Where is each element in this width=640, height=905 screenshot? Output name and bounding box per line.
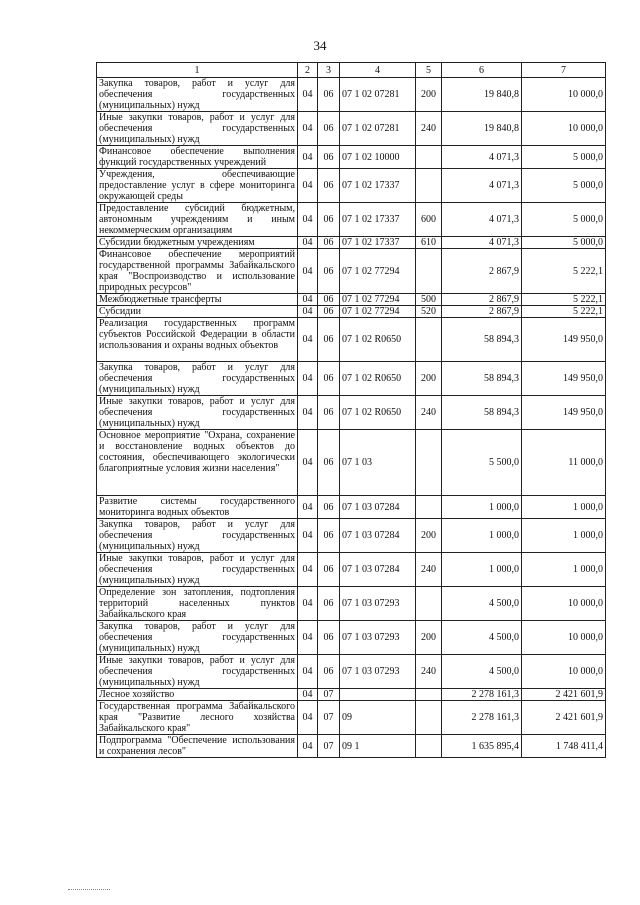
row-name-cell: Иные закупки товаров, работ и услуг для обеспечения государственных (муниципальных) нужд (97, 655, 298, 689)
table-row (97, 249, 606, 294)
header-row (97, 63, 606, 78)
row-value-cell: 2 867,9 (442, 306, 522, 318)
row-value-cell: 1 000,0 (522, 519, 606, 553)
row-value-cell: 07 (318, 689, 340, 701)
row-value-cell: 04 (298, 249, 318, 294)
row-value-cell: 07 1 02 10000 (340, 146, 416, 169)
row-name-cell: Межбюджетные трансферты (97, 294, 298, 306)
row-value-cell: 5 500,0 (442, 430, 522, 496)
row-value-cell: 10 000,0 (522, 587, 606, 621)
row-value-cell: 520 (416, 306, 442, 318)
row-name-cell: Реализация государственных программ субъектов Российской Федерации в области использования и охраны водных объектов (97, 318, 298, 362)
row-value-cell (416, 249, 442, 294)
column-header: 6 (442, 63, 522, 78)
row-value-cell: 07 1 03 07284 (340, 519, 416, 553)
row-value-cell: 07 1 02 R0650 (340, 318, 416, 362)
row-value-cell: 240 (416, 553, 442, 587)
row-value-cell: 4 500,0 (442, 621, 522, 655)
row-value-cell: 19 840,8 (442, 78, 522, 112)
row-value-cell: 149 950,0 (522, 396, 606, 430)
row-value-cell: 58 894,3 (442, 396, 522, 430)
row-value-cell: 04 (298, 146, 318, 169)
row-value-cell: 2 867,9 (442, 249, 522, 294)
row-value-cell: 06 (318, 237, 340, 249)
row-value-cell: 06 (318, 294, 340, 306)
row-value-cell: 06 (318, 621, 340, 655)
row-value-cell: 04 (298, 78, 318, 112)
row-value-cell: 2 421 601,9 (522, 701, 606, 735)
row-value-cell: 1 000,0 (522, 553, 606, 587)
column-header: 4 (340, 63, 416, 78)
row-value-cell: 10 000,0 (522, 78, 606, 112)
row-value-cell: 04 (298, 306, 318, 318)
row-value-cell: 5 000,0 (522, 203, 606, 237)
column-header: 1 (97, 63, 298, 78)
row-name-cell: Развитие системы государственного мониторинга водных объектов (97, 496, 298, 519)
row-value-cell: 06 (318, 78, 340, 112)
row-value-cell: 07 1 02 17337 (340, 169, 416, 203)
row-value-cell: 5 000,0 (522, 237, 606, 249)
row-value-cell: 07 1 02 R0650 (340, 362, 416, 396)
row-name-cell: Субсидии (97, 306, 298, 318)
row-value-cell (340, 689, 416, 701)
row-name-cell: Закупка товаров, работ и услуг для обеспечения государственных (муниципальных) нужд (97, 78, 298, 112)
row-value-cell: 07 1 03 07293 (340, 587, 416, 621)
table-row (97, 587, 606, 621)
row-value-cell: 04 (298, 430, 318, 496)
row-value-cell: 2 278 161,3 (442, 689, 522, 701)
row-value-cell: 04 (298, 362, 318, 396)
table-row (97, 362, 606, 396)
budget-table (96, 62, 606, 758)
row-value-cell: 07 1 03 07293 (340, 655, 416, 689)
row-value-cell: 06 (318, 587, 340, 621)
row-name-cell: Подпрограмма "Обеспечение использования и сохранения лесов" (97, 735, 298, 758)
row-name-cell: Иные закупки товаров, работ и услуг для обеспечения государственных (муниципальных) нужд (97, 396, 298, 430)
table-row (97, 701, 606, 735)
row-value-cell: 04 (298, 621, 318, 655)
row-name-cell: Определение зон затопления, подтопления территорий населенных пунктов Забайкальского края (97, 587, 298, 621)
table-row (97, 396, 606, 430)
row-value-cell: 600 (416, 203, 442, 237)
row-value-cell: 09 (340, 701, 416, 735)
row-name-cell: Закупка товаров, работ и услуг для обеспечения государственных (муниципальных) нужд (97, 362, 298, 396)
row-value-cell: 04 (298, 553, 318, 587)
table-row (97, 78, 606, 112)
row-value-cell: 04 (298, 689, 318, 701)
row-value-cell: 2 421 601,9 (522, 689, 606, 701)
table-row (97, 169, 606, 203)
table-row (97, 553, 606, 587)
row-value-cell: 06 (318, 306, 340, 318)
row-value-cell (416, 318, 442, 362)
row-value-cell: 04 (298, 496, 318, 519)
column-header: 2 (298, 63, 318, 78)
table-row (97, 430, 606, 496)
table-row (97, 735, 606, 758)
scan-artifact-line (68, 889, 110, 891)
table-row (97, 306, 606, 318)
row-value-cell: 06 (318, 203, 340, 237)
row-value-cell: 200 (416, 78, 442, 112)
table-row (97, 203, 606, 237)
row-value-cell: 07 1 02 07281 (340, 112, 416, 146)
row-value-cell: 06 (318, 430, 340, 496)
row-value-cell: 07 1 02 17337 (340, 237, 416, 249)
row-value-cell: 1 635 895,4 (442, 735, 522, 758)
row-value-cell (416, 735, 442, 758)
row-value-cell: 2 278 161,3 (442, 701, 522, 735)
row-value-cell: 4 071,3 (442, 237, 522, 249)
table-row (97, 689, 606, 701)
row-value-cell: 06 (318, 249, 340, 294)
row-value-cell: 06 (318, 362, 340, 396)
row-name-cell: Закупка товаров, работ и услуг для обеспечения государственных (муниципальных) нужд (97, 621, 298, 655)
row-value-cell: 07 1 03 07284 (340, 496, 416, 519)
row-value-cell: 200 (416, 621, 442, 655)
row-value-cell: 5 000,0 (522, 169, 606, 203)
row-value-cell: 06 (318, 169, 340, 203)
table-row (97, 496, 606, 519)
row-value-cell: 149 950,0 (522, 318, 606, 362)
row-value-cell: 200 (416, 362, 442, 396)
row-name-cell: Основное мероприятие "Охрана, сохранение и восстановление водных объектов до состояния, обеспечивающего экологически благоприятные условия жизни населения" (97, 430, 298, 496)
row-value-cell (416, 169, 442, 203)
table-row (97, 294, 606, 306)
row-value-cell: 04 (298, 735, 318, 758)
row-value-cell: 04 (298, 587, 318, 621)
row-name-cell: Лесное хозяйство (97, 689, 298, 701)
column-header: 5 (416, 63, 442, 78)
row-value-cell: 5 222,1 (522, 306, 606, 318)
row-value-cell: 10 000,0 (522, 112, 606, 146)
row-value-cell: 1 748 411,4 (522, 735, 606, 758)
row-name-cell: Предоставление субсидий бюджетным, автономным учреждениям и иным некоммерческим организациям (97, 203, 298, 237)
row-value-cell: 04 (298, 237, 318, 249)
table-row (97, 519, 606, 553)
table-row (97, 237, 606, 249)
row-value-cell: 240 (416, 112, 442, 146)
row-value-cell: 4 500,0 (442, 587, 522, 621)
column-header: 7 (522, 63, 606, 78)
table-body (97, 78, 606, 758)
table-row (97, 318, 606, 362)
row-value-cell: 07 1 02 17337 (340, 203, 416, 237)
row-value-cell: 07 1 02 77294 (340, 249, 416, 294)
row-value-cell: 04 (298, 396, 318, 430)
row-value-cell: 04 (298, 655, 318, 689)
row-value-cell: 04 (298, 112, 318, 146)
row-value-cell: 04 (298, 701, 318, 735)
row-value-cell (416, 587, 442, 621)
row-value-cell: 07 1 02 07281 (340, 78, 416, 112)
row-value-cell: 5 222,1 (522, 249, 606, 294)
row-value-cell (416, 496, 442, 519)
row-value-cell: 06 (318, 396, 340, 430)
row-value-cell: 06 (318, 146, 340, 169)
row-value-cell: 07 1 03 07284 (340, 553, 416, 587)
row-value-cell (416, 430, 442, 496)
row-value-cell: 04 (298, 318, 318, 362)
row-name-cell: Финансовое обеспечение мероприятий государственной программы Забайкальского края "Воспроизводство и использование природных ресурсов" (97, 249, 298, 294)
row-value-cell: 06 (318, 655, 340, 689)
row-value-cell: 5 222,1 (522, 294, 606, 306)
row-value-cell: 4 500,0 (442, 655, 522, 689)
row-value-cell (416, 146, 442, 169)
row-value-cell: 5 000,0 (522, 146, 606, 169)
row-value-cell: 19 840,8 (442, 112, 522, 146)
row-value-cell: 200 (416, 519, 442, 553)
row-name-cell: Учреждения, обеспечивающие предоставление услуг в сфере мониторинга окружающей среды (97, 169, 298, 203)
row-value-cell: 240 (416, 396, 442, 430)
row-value-cell: 07 1 03 (340, 430, 416, 496)
row-value-cell: 149 950,0 (522, 362, 606, 396)
row-value-cell: 10 000,0 (522, 655, 606, 689)
row-value-cell: 240 (416, 655, 442, 689)
row-value-cell: 1 000,0 (442, 519, 522, 553)
row-name-cell: Иные закупки товаров, работ и услуг для обеспечения государственных (муниципальных) нужд (97, 112, 298, 146)
row-value-cell: 07 1 02 77294 (340, 306, 416, 318)
row-name-cell: Закупка товаров, работ и услуг для обеспечения государственных (муниципальных) нужд (97, 519, 298, 553)
row-value-cell: 04 (298, 203, 318, 237)
row-value-cell: 4 071,3 (442, 169, 522, 203)
row-value-cell: 10 000,0 (522, 621, 606, 655)
row-value-cell: 4 071,3 (442, 203, 522, 237)
row-value-cell: 04 (298, 519, 318, 553)
row-value-cell: 2 867,9 (442, 294, 522, 306)
row-value-cell: 1 000,0 (522, 496, 606, 519)
row-value-cell: 06 (318, 519, 340, 553)
row-value-cell: 500 (416, 294, 442, 306)
table-row (97, 146, 606, 169)
row-value-cell (416, 689, 442, 701)
row-value-cell: 11 000,0 (522, 430, 606, 496)
row-value-cell: 06 (318, 112, 340, 146)
table-row (97, 655, 606, 689)
row-name-cell: Государственная программа Забайкальского края "Развитие лесного хозяйства Забайкальского края" (97, 701, 298, 735)
row-value-cell: 610 (416, 237, 442, 249)
row-value-cell: 04 (298, 294, 318, 306)
row-value-cell: 07 (318, 701, 340, 735)
row-value-cell: 1 000,0 (442, 553, 522, 587)
row-value-cell: 04 (298, 169, 318, 203)
row-value-cell: 09 1 (340, 735, 416, 758)
row-value-cell: 07 (318, 735, 340, 758)
row-value-cell: 07 1 03 07293 (340, 621, 416, 655)
table-row (97, 112, 606, 146)
column-header: 3 (318, 63, 340, 78)
row-name-cell: Финансовое обеспечение выполнения функций государственных учреждений (97, 146, 298, 169)
page-number: 34 (313, 38, 327, 53)
row-name-cell: Субсидии бюджетным учреждениям (97, 237, 298, 249)
row-value-cell: 06 (318, 318, 340, 362)
row-value-cell: 06 (318, 496, 340, 519)
row-value-cell: 07 1 02 77294 (340, 294, 416, 306)
row-value-cell: 4 071,3 (442, 146, 522, 169)
row-value-cell: 58 894,3 (442, 362, 522, 396)
row-value-cell: 1 000,0 (442, 496, 522, 519)
row-name-cell: Иные закупки товаров, работ и услуг для обеспечения государственных (муниципальных) нужд (97, 553, 298, 587)
table-row (97, 621, 606, 655)
row-value-cell: 58 894,3 (442, 318, 522, 362)
row-value-cell: 07 1 02 R0650 (340, 396, 416, 430)
row-value-cell (416, 701, 442, 735)
row-value-cell: 06 (318, 553, 340, 587)
